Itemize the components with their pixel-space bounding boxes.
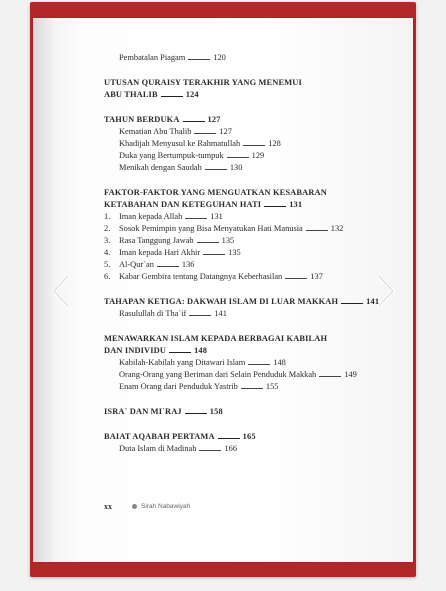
toc-heading: MENAWARKAN ISLAM KEPADA BERBAGAI KABILAH bbox=[104, 334, 328, 343]
next-page-button[interactable] bbox=[373, 272, 399, 310]
toc-heading-page: 158 bbox=[209, 407, 223, 416]
dot-leader bbox=[188, 54, 210, 60]
toc-numbered-item: 1. Iman kepada Allah 131 bbox=[104, 212, 223, 221]
chevron-right-icon bbox=[375, 273, 397, 309]
page-number-label: xx bbox=[104, 502, 112, 511]
toc-numbered-item: 2. Sosok Pemimpin yang Bisa Menyatukan Hati Manusia 132 bbox=[104, 224, 344, 233]
toc-numbered-item: 5. Al-Qur`an 136 bbox=[104, 260, 195, 269]
toc-heading: UTUSAN QURAISY TERAKHIR YANG MENEMUI bbox=[104, 78, 302, 87]
page-footer bbox=[104, 502, 190, 511]
dot-leader bbox=[161, 91, 183, 97]
toc-heading-line: DAN INDIVIDU 148 bbox=[104, 346, 208, 355]
toc-heading: TAHAPAN KETIGA: DAKWAH ISLAM DI LUAR MAKKAH 141 bbox=[104, 297, 380, 306]
toc-numbered-item: 4. Iman kepada Hari Akhir 135 bbox=[104, 248, 241, 257]
toc-item: Duka yang Bertumpuk-tumpuk 129 bbox=[119, 151, 265, 160]
toc-heading: BAIAT AQABAH PERTAMA 165 bbox=[104, 432, 256, 441]
toc-numbered-item: 6. Kabar Gembira tentang Datangnya Keberhasilan 137 bbox=[104, 272, 323, 281]
toc-item: Kematian Abu Thalib 127 bbox=[119, 127, 232, 136]
previous-page-button[interactable] bbox=[48, 272, 74, 310]
toc-heading-line: ABU THALIB 124 bbox=[104, 90, 199, 99]
toc-item: Rasulullah di Tha`if 141 bbox=[119, 309, 227, 318]
toc-heading-page: 148 bbox=[194, 346, 208, 355]
table-of-contents bbox=[104, 52, 404, 455]
toc-numbered-item: 3. Rasa Tanggung Jawab 135 bbox=[104, 236, 235, 245]
toc-item: Menikah dengan Saudah 130 bbox=[119, 163, 243, 172]
toc-item: Enam Orang dari Penduduk Yastrib 155 bbox=[119, 382, 279, 391]
toc-item-text: Pembatalan Piagam bbox=[119, 53, 186, 62]
dot-leader bbox=[183, 116, 205, 122]
toc-item-page: 120 bbox=[213, 53, 226, 62]
toc-heading-page: 131 bbox=[289, 200, 303, 209]
book-title: Sirah Nabawiyah bbox=[141, 503, 191, 510]
toc-heading-page: 141 bbox=[366, 297, 380, 306]
toc-item: Khadijah Menyusul ke Rahmatullah 128 bbox=[119, 139, 281, 148]
toc-heading: FAKTOR-FAKTOR YANG MENGUATKAN KESABARAN bbox=[104, 188, 327, 197]
toc-heading: ISRA` DAN MI`RAJ 158 bbox=[104, 407, 223, 416]
toc-heading-page: 165 bbox=[242, 432, 256, 441]
toc-item: Duta Islam di Madinah 166 bbox=[119, 444, 238, 453]
toc-heading-line: KETABAHAN DAN KETEGUHAN HATI 131 bbox=[104, 200, 303, 209]
toc-item bbox=[104, 52, 404, 64]
toc-heading: TAHUN BERDUKA 127 bbox=[104, 115, 221, 124]
toc-heading-page: 124 bbox=[185, 90, 199, 99]
toc-heading-page: 127 bbox=[207, 115, 221, 124]
toc-item: Orang-Orang yang Beriman dari Selain Penduduk Makkah 149 bbox=[119, 370, 357, 379]
toc-item: Kabilah-Kabilah yang Ditawari Islam 148 bbox=[119, 358, 286, 367]
bullet-icon bbox=[132, 504, 137, 509]
chevron-left-icon bbox=[50, 273, 72, 309]
